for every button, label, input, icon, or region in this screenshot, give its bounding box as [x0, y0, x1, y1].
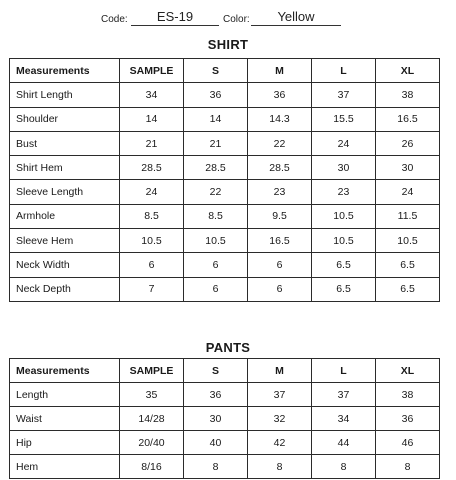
shirt-title: SHIRT [207, 37, 249, 52]
table-cell: 6.5 [312, 277, 376, 301]
table-header-row [10, 359, 440, 383]
table-cell: 6 [248, 277, 312, 301]
table-cell: 6 [184, 253, 248, 277]
table-row [10, 229, 440, 253]
table-row [10, 277, 440, 301]
column-header: S [184, 359, 248, 383]
table-cell: 36 [376, 407, 440, 431]
table-cell: 44 [312, 431, 376, 455]
column-header: L [312, 359, 376, 383]
table-row [10, 156, 440, 180]
table-cell: 46 [376, 431, 440, 455]
row-label: Shirt Length [10, 83, 120, 107]
table-row [10, 431, 440, 455]
table-cell: 37 [248, 383, 312, 407]
table-row [10, 253, 440, 277]
table-cell: 8 [184, 455, 248, 479]
row-label: Shoulder [10, 107, 120, 131]
table-cell: 23 [312, 180, 376, 204]
column-header: L [312, 59, 376, 83]
table-cell: 23 [248, 180, 312, 204]
code-label: Code: [101, 14, 128, 25]
row-label: Hem [10, 455, 120, 479]
table-header-row [10, 59, 440, 83]
table-cell: 28.5 [184, 156, 248, 180]
table-cell: 14/28 [120, 407, 184, 431]
column-header: Measurements [10, 59, 120, 83]
table-cell: 37 [312, 83, 376, 107]
row-label: Sleeve Hem [10, 229, 120, 253]
color-value: Yellow [277, 9, 315, 24]
table-cell: 24 [376, 180, 440, 204]
table-cell: 14 [184, 107, 248, 131]
table-cell: 20/40 [120, 431, 184, 455]
row-label: Bust [10, 131, 120, 155]
table-cell: 8 [248, 455, 312, 479]
table-cell: 36 [184, 383, 248, 407]
shirt-measurements-table [9, 58, 440, 302]
table-cell: 21 [120, 131, 184, 155]
column-header: XL [376, 59, 440, 83]
column-header: SAMPLE [120, 59, 184, 83]
table-cell: 16.5 [376, 107, 440, 131]
table-cell: 28.5 [248, 156, 312, 180]
table-cell: 42 [248, 431, 312, 455]
table-cell: 6 [184, 277, 248, 301]
table-cell: 6.5 [312, 253, 376, 277]
column-header: XL [376, 359, 440, 383]
pants-measurements-table [9, 358, 440, 479]
table-cell: 32 [248, 407, 312, 431]
table-cell: 30 [312, 156, 376, 180]
spec-header [0, 4, 456, 24]
column-header: SAMPLE [120, 359, 184, 383]
row-label: Sleeve Length [10, 180, 120, 204]
table-row [10, 455, 440, 479]
table-cell: 11.5 [376, 204, 440, 228]
table-cell: 8 [312, 455, 376, 479]
table-row [10, 131, 440, 155]
table-cell: 6 [248, 253, 312, 277]
table-cell: 10.5 [376, 229, 440, 253]
row-label: Neck Depth [10, 277, 120, 301]
table-cell: 36 [184, 83, 248, 107]
table-cell: 6.5 [376, 277, 440, 301]
table-cell: 14.3 [248, 107, 312, 131]
table-row [10, 83, 440, 107]
table-cell: 10.5 [184, 229, 248, 253]
table-cell: 34 [120, 83, 184, 107]
table-cell: 38 [376, 383, 440, 407]
table-cell: 10.5 [312, 204, 376, 228]
table-cell: 15.5 [312, 107, 376, 131]
table-cell: 34 [312, 407, 376, 431]
table-cell: 22 [248, 131, 312, 155]
table-cell: 16.5 [248, 229, 312, 253]
table-row [10, 407, 440, 431]
table-cell: 21 [184, 131, 248, 155]
color-underline [251, 25, 341, 26]
table-row [10, 383, 440, 407]
table-cell: 22 [184, 180, 248, 204]
table-cell: 30 [184, 407, 248, 431]
table-cell: 28.5 [120, 156, 184, 180]
table-cell: 7 [120, 277, 184, 301]
column-header: S [184, 59, 248, 83]
code-value: ES-19 [156, 9, 194, 24]
table-cell: 36 [248, 83, 312, 107]
table-cell: 8/16 [120, 455, 184, 479]
table-row [10, 107, 440, 131]
table-cell: 10.5 [312, 229, 376, 253]
table-cell: 37 [312, 383, 376, 407]
table-row [10, 204, 440, 228]
table-cell: 40 [184, 431, 248, 455]
table-cell: 38 [376, 83, 440, 107]
column-header: Measurements [10, 359, 120, 383]
table-row [10, 180, 440, 204]
color-label: Color: [223, 14, 250, 25]
column-header: M [248, 59, 312, 83]
table-cell: 9.5 [248, 204, 312, 228]
table-cell: 8.5 [184, 204, 248, 228]
pants-title: PANTS [205, 340, 251, 355]
table-cell: 10.5 [120, 229, 184, 253]
table-cell: 30 [376, 156, 440, 180]
row-label: Armhole [10, 204, 120, 228]
row-label: Length [10, 383, 120, 407]
table-cell: 8 [376, 455, 440, 479]
table-cell: 14 [120, 107, 184, 131]
code-underline [131, 25, 219, 26]
table-cell: 6 [120, 253, 184, 277]
table-cell: 24 [120, 180, 184, 204]
table-cell: 35 [120, 383, 184, 407]
table-cell: 26 [376, 131, 440, 155]
row-label: Shirt Hem [10, 156, 120, 180]
table-cell: 24 [312, 131, 376, 155]
column-header: M [248, 359, 312, 383]
row-label: Neck Width [10, 253, 120, 277]
table-cell: 8.5 [120, 204, 184, 228]
row-label: Waist [10, 407, 120, 431]
row-label: Hip [10, 431, 120, 455]
table-cell: 6.5 [376, 253, 440, 277]
